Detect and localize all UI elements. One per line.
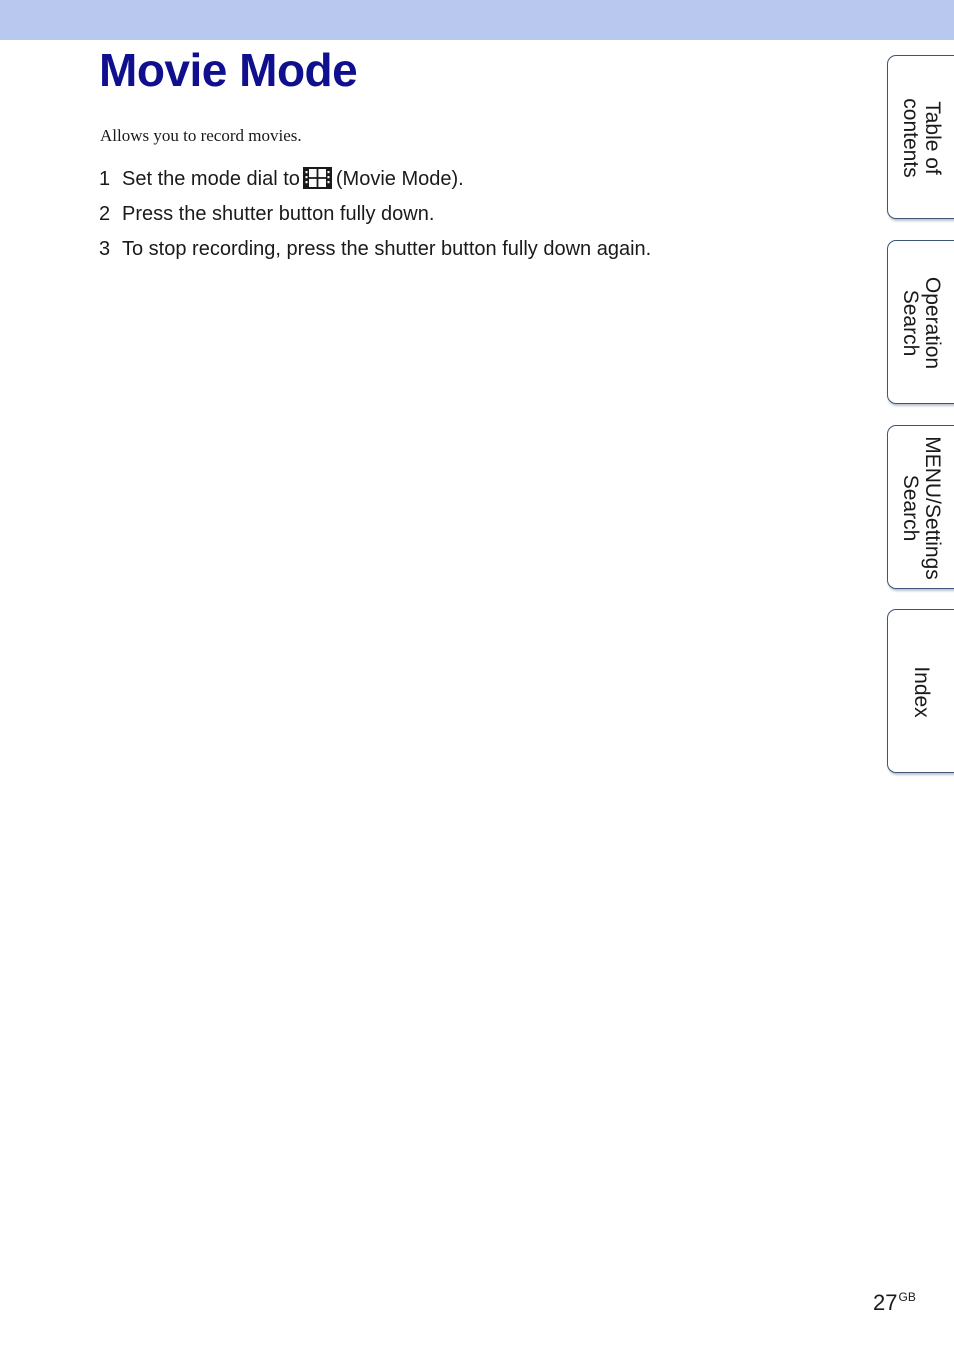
tab-label: Table of contents [899,98,944,178]
page-number-value: 27 [873,1290,898,1315]
step-text: Set the mode dial to [122,168,300,190]
step-text: To stop recording, press the shutter button fully down again. [122,238,652,260]
page-number [873,1290,916,1316]
page-number-suffix: GB [898,1290,916,1304]
tab-label: MENU/Settings Search [899,436,944,580]
movie-mode-icon [303,167,332,189]
step-item [99,235,651,270]
step-list [99,165,651,270]
step-item [99,200,651,235]
step-number: 3 [99,238,111,260]
tab-table-of-contents[interactable] [887,55,954,219]
step-number: 1 [99,168,111,190]
tab-label: Operation Search [899,276,944,370]
tab-menu-settings-search[interactable] [887,425,954,589]
tab-operation-search[interactable] [887,240,954,404]
step-number: 2 [99,203,111,225]
tab-index[interactable] [887,609,954,773]
step-text: Press the shutter button fully down. [122,203,435,225]
step-text: (Movie Mode). [335,168,464,190]
intro-text: Allows you to record movies. [100,126,302,145]
page-title: Movie Mode [99,44,358,96]
step-item [99,165,651,200]
header-band [0,0,954,40]
tab-label: Index [910,666,933,718]
